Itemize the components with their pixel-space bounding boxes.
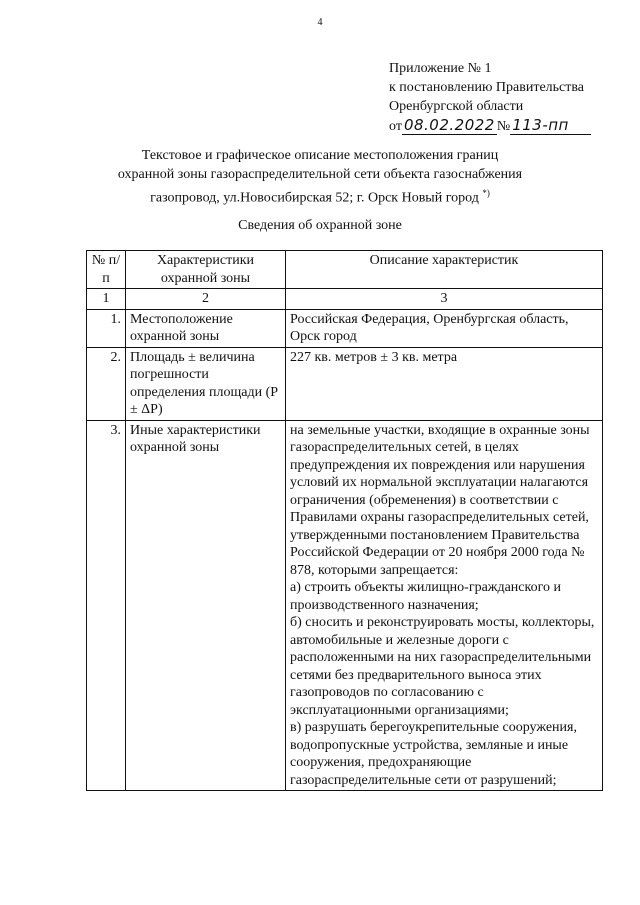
- page-number: 4: [317, 17, 323, 28]
- row-num: 1.: [87, 309, 126, 347]
- appendix-block: [389, 59, 629, 136]
- section-title: Сведения об охранной зоне: [238, 218, 402, 233]
- zone-info-table: [86, 250, 603, 791]
- index-cell-1: 1: [87, 289, 126, 310]
- handwritten-number: 113-пп: [510, 116, 591, 135]
- table-header-row: [87, 251, 603, 289]
- footnote-mark: *): [482, 188, 490, 198]
- table-row: [87, 347, 603, 420]
- table-row: [87, 309, 603, 347]
- description-paragraph: на земельные участки, входящие в охранные зоны газораспределительных сетей, в целях предупреждения их повреждения или нарушения условий их нормальной эксплуатации налагаются ограничения (обременения) в соответствии с Правилами охраны газораспределительных сетей, утвержденными постановлением Правительства Российской Федерации от 20 ноября 2000 года № 878, которыми запрещается:: [290, 422, 590, 578]
- row-description: Российская Федерация, Оренбургская область, Орск город: [286, 309, 603, 347]
- appendix-line-2: к постановлению Правительства: [389, 80, 585, 95]
- appendix-date-line: [389, 116, 629, 136]
- title-line-3-text: газопровод, ул.Новосибирская 52; г. Орск Новый город: [150, 190, 479, 206]
- row-characteristic: Иные характеристики охранной зоны: [126, 420, 286, 791]
- description-paragraph: б) сносить и реконструировать мосты, коллекторы, автомобильные и железные дороги с расположенными на них газораспределительными сетями без предварительного выноса этих газопроводов по согласованию с эксплуатационными организациями;: [290, 615, 595, 718]
- appendix-line-1: Приложение № 1: [389, 61, 492, 76]
- number-prefix: №: [496, 119, 511, 134]
- table-row: [87, 420, 603, 791]
- row-description: 227 кв. метров ± 3 кв. метра: [286, 347, 603, 420]
- index-cell-3: 3: [286, 289, 603, 310]
- index-cell-2: 2: [126, 289, 286, 310]
- title-line-3: [60, 184, 580, 208]
- handwritten-date: 08.02.2022: [403, 116, 495, 134]
- row-characteristic: Местоположение охранной зоны: [126, 309, 286, 347]
- title-line-1: Текстовое и графическое описание местоположения границ: [141, 148, 499, 163]
- row-characteristic: Площадь ± величина погрешности определения площади (Р ± ΔР): [126, 347, 286, 420]
- description-paragraph: в) разрушать берегоукрепительные сооружения, водопропускные устройства, земляные и иные сооружения, предохраняющие газораспределительные сети от разрушений;: [290, 720, 577, 788]
- date-prefix: от: [389, 119, 402, 134]
- row-num: 3.: [87, 420, 126, 791]
- appendix-line-3: Оренбургской области: [389, 99, 524, 114]
- table-index-row: [87, 289, 603, 310]
- title-line-2: охранной зоны газораспределительной сети объекта газоснабжения: [117, 167, 523, 182]
- document-title: [60, 146, 580, 208]
- row-num: 2.: [87, 347, 126, 420]
- row-description: [286, 420, 603, 791]
- header-characteristic: Характеристики охранной зоны: [126, 251, 286, 289]
- description-paragraph: а) строить объекты жилищно-гражданского и производственного назначения;: [290, 580, 561, 613]
- header-num: № п/п: [87, 251, 126, 289]
- header-description: Описание характеристик: [286, 251, 603, 289]
